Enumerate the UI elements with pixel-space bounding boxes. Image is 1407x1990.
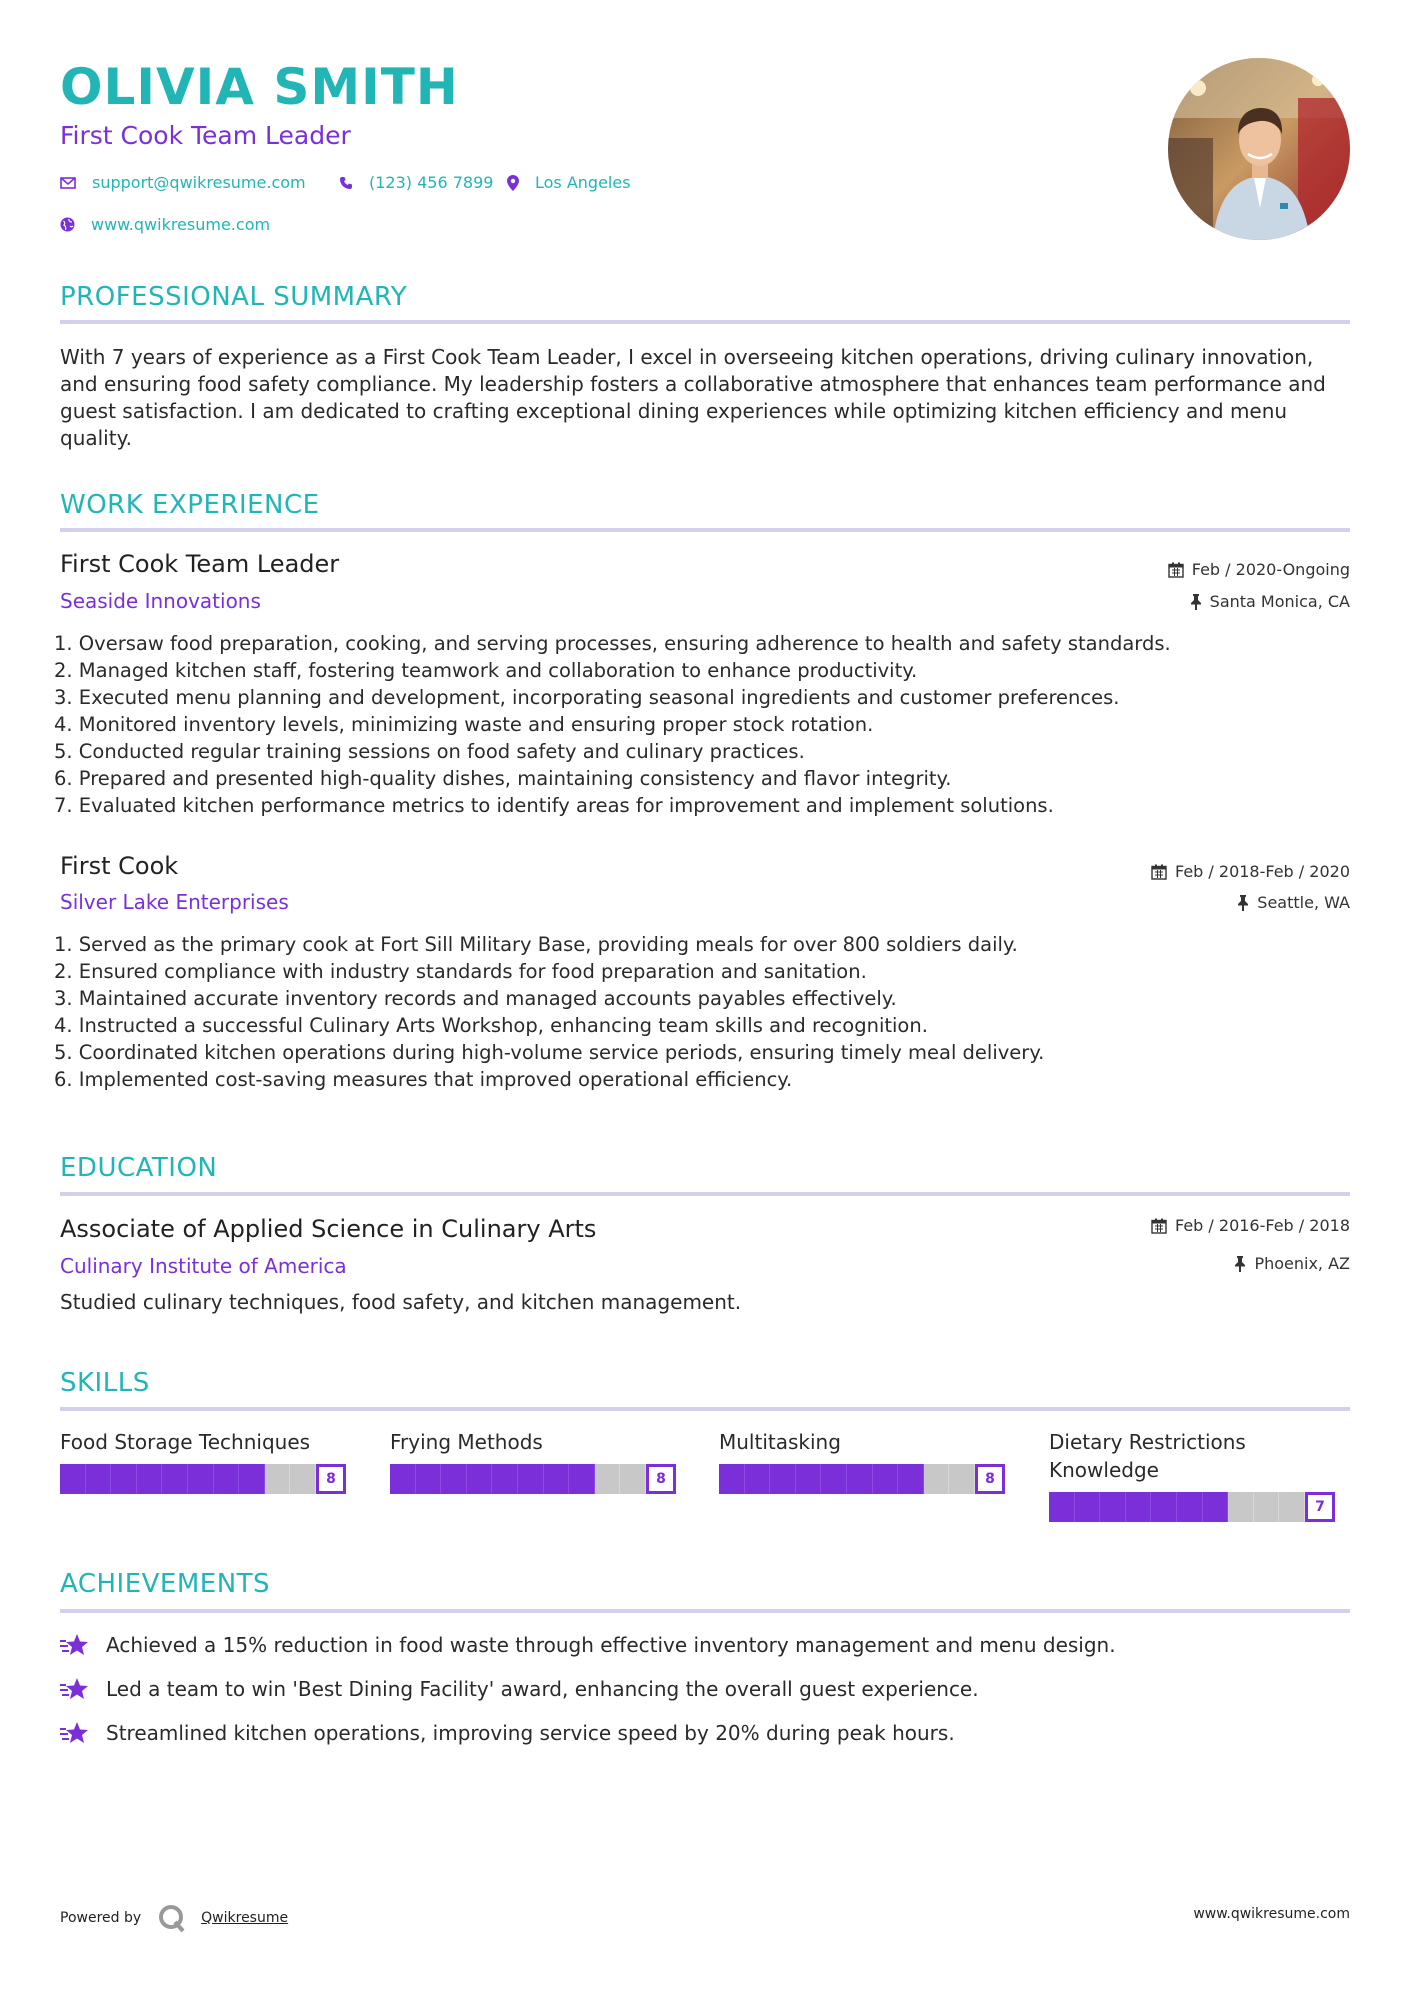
list-item: 3. Executed menu planning and development, incorporating seasonal ingredients and customer preferences.	[54, 686, 1120, 709]
job-location	[1190, 592, 1350, 611]
achievement-item	[60, 1676, 979, 1702]
skill-segment-filled	[569, 1464, 595, 1494]
skill-segment-filled	[1075, 1492, 1101, 1522]
pushpin-icon	[1234, 1256, 1246, 1272]
skill-item	[1049, 1428, 1335, 1522]
list-item: 6. Implemented cost-saving measures that improved operational efficiency.	[54, 1068, 793, 1091]
skill-segment-empty	[290, 1464, 316, 1494]
achievement-text: Led a team to win 'Best Dining Facility' award, enhancing the overall guest experience.	[106, 1677, 979, 1701]
calendar-icon	[1151, 1218, 1167, 1234]
achievements-heading: ACHIEVEMENTS	[60, 1569, 271, 1599]
education-school: Culinary Institute of America	[60, 1254, 347, 1278]
phone-icon	[339, 176, 353, 190]
education-location-text: Phoenix, AZ	[1254, 1254, 1350, 1273]
list-item: 6. Prepared and presented high-quality dishes, maintaining consistency and flavor integrity.	[54, 767, 952, 790]
list-item: 2. Ensured compliance with industry standards for food preparation and sanitation.	[54, 960, 867, 983]
calendar-icon	[1151, 864, 1167, 880]
achievement-text: Streamlined kitchen operations, improving service speed by 20% during peak hours.	[106, 1721, 955, 1745]
job-location-text: Seattle, WA	[1257, 893, 1350, 912]
section-divider	[60, 320, 1350, 324]
skill-segment-filled	[821, 1464, 847, 1494]
skill-segment-filled	[492, 1464, 518, 1494]
skills-heading: SKILLS	[60, 1368, 150, 1398]
list-item: 3. Maintained accurate inventory records and managed accounts payables effectively.	[54, 987, 897, 1010]
skill-name: Dietary Restrictions Knowledge	[1049, 1430, 1246, 1482]
summary-text: With 7 years of experience as a First Cook Team Leader, I excel in overseeing kitchen operations, driving culinary innovation, and ensuring food safety compliance. My leadership fosters a collaborative atmosphere that enhances team performance and guest satisfaction. I am dedicated to crafting exceptional dining experiences while optimizing kitchen efficiency and menu quality.	[60, 345, 1326, 450]
powered-by-label: Powered by	[60, 1910, 142, 1926]
education-description: Studied culinary techniques, food safety, and kitchen management.	[60, 1290, 742, 1314]
skill-segment-filled	[1151, 1492, 1177, 1522]
contact-location	[507, 173, 631, 192]
skill-track	[390, 1464, 646, 1494]
skill-segment-filled	[1126, 1492, 1152, 1522]
skill-segment-filled	[188, 1464, 214, 1494]
list-item: 2. Managed kitchen staff, fostering teamwork and collaboration to enhance productivity.	[54, 659, 918, 682]
profile-photo	[1168, 58, 1350, 240]
skill-item	[60, 1428, 360, 1494]
job-title: First Cook	[60, 852, 179, 880]
list-item: 1. Oversaw food preparation, cooking, and serving processes, ensuring adherence to health and safety standards.	[54, 632, 1171, 655]
job-location	[1237, 893, 1350, 912]
education-dates-text: Feb / 2016-Feb / 2018	[1175, 1216, 1350, 1235]
email-text: support@qwikresume.com	[92, 173, 306, 192]
pushpin-icon	[1190, 594, 1202, 610]
skill-segment-empty	[620, 1464, 646, 1494]
contact-email[interactable]	[60, 173, 306, 192]
skill-segment-filled	[416, 1464, 442, 1494]
skill-track	[1049, 1492, 1305, 1522]
summary-heading: PROFESSIONAL SUMMARY	[60, 282, 408, 312]
candidate-name: OLIVIA SMITH	[60, 58, 459, 116]
skill-segment-filled	[745, 1464, 771, 1494]
section-divider	[60, 1192, 1350, 1196]
job-bullets	[54, 931, 1354, 1093]
qwikresume-logo-icon	[157, 1903, 187, 1933]
education-heading: EDUCATION	[60, 1153, 218, 1183]
skill-segment-filled	[162, 1464, 188, 1494]
job-dates	[1151, 862, 1350, 881]
skill-segment-filled	[137, 1464, 163, 1494]
section-divider	[60, 1609, 1350, 1613]
skill-segment-filled	[518, 1464, 544, 1494]
skill-segment-filled	[390, 1464, 416, 1494]
skill-segment-filled	[770, 1464, 796, 1494]
footer-powered-by	[60, 1903, 288, 1933]
skill-segment-filled	[1177, 1492, 1203, 1522]
job-company: Seaside Innovations	[60, 589, 261, 613]
skill-name: Multitasking	[719, 1430, 841, 1454]
skill-segment-filled	[719, 1464, 745, 1494]
shooting-star-icon	[60, 1632, 90, 1658]
shooting-star-icon	[60, 1720, 90, 1746]
skill-item	[390, 1428, 690, 1494]
skill-segment-filled	[239, 1464, 265, 1494]
contact-website[interactable]	[60, 215, 270, 234]
job-bullets	[54, 630, 1354, 819]
skill-segment-empty	[949, 1464, 975, 1494]
globe-icon	[60, 217, 75, 232]
skill-score: 8	[975, 1464, 1005, 1494]
skill-score: 7	[1305, 1492, 1335, 1522]
skill-segment-filled	[1049, 1492, 1075, 1522]
skill-segment-filled	[441, 1464, 467, 1494]
skill-segment-empty	[1228, 1492, 1254, 1522]
achievement-item	[60, 1632, 1116, 1658]
skill-segment-filled	[796, 1464, 822, 1494]
experience-heading: WORK EXPERIENCE	[60, 490, 320, 520]
skill-bar	[60, 1464, 360, 1494]
skill-segment-empty	[265, 1464, 291, 1494]
skill-name: Food Storage Techniques	[60, 1430, 311, 1454]
pushpin-icon	[1237, 895, 1249, 911]
skill-score: 8	[646, 1464, 676, 1494]
list-item: 4. Monitored inventory levels, minimizing waste and ensuring proper stock rotation.	[54, 713, 874, 736]
skill-segment-filled	[898, 1464, 924, 1494]
job-dates-text: Feb / 2018-Feb / 2020	[1175, 862, 1350, 881]
skill-segment-filled	[1100, 1492, 1126, 1522]
skill-segment-empty	[595, 1464, 621, 1494]
list-item: 7. Evaluated kitchen performance metrics to identify areas for improvement and implement solutions.	[54, 794, 1054, 817]
website-text: www.qwikresume.com	[91, 215, 271, 234]
achievement-item	[60, 1720, 955, 1746]
phone-text: (123) 456 7899	[369, 173, 494, 192]
skill-segment-empty	[1279, 1492, 1305, 1522]
job-company: Silver Lake Enterprises	[60, 890, 289, 914]
skill-bar	[390, 1464, 690, 1494]
skill-bar	[719, 1464, 1019, 1494]
skill-track	[719, 1464, 975, 1494]
skill-segment-empty	[924, 1464, 950, 1494]
list-item: 5. Coordinated kitchen operations during high-volume service periods, ensuring timely meal delivery.	[54, 1041, 1045, 1064]
education-dates	[1151, 1216, 1350, 1235]
skill-segment-filled	[86, 1464, 112, 1494]
skill-item	[719, 1428, 1019, 1494]
section-divider	[60, 528, 1350, 532]
job-dates	[1168, 560, 1350, 579]
job-location-text: Santa Monica, CA	[1209, 592, 1350, 611]
skill-segment-filled	[544, 1464, 570, 1494]
skill-track	[60, 1464, 316, 1494]
skill-segment-filled	[1203, 1492, 1229, 1522]
envelope-icon	[60, 177, 76, 189]
location-text: Los Angeles	[535, 173, 631, 192]
skill-bar	[1049, 1492, 1335, 1522]
candidate-title: First Cook Team Leader	[60, 121, 351, 150]
calendar-icon	[1168, 562, 1184, 578]
education-location	[1234, 1254, 1350, 1273]
skill-segment-filled	[467, 1464, 493, 1494]
footer-website[interactable]: www.qwikresume.com	[1193, 1906, 1350, 1922]
qwikresume-link[interactable]: Qwikresume	[201, 1910, 289, 1926]
skill-segment-filled	[60, 1464, 86, 1494]
skill-segment-empty	[1254, 1492, 1280, 1522]
education-degree: Associate of Applied Science in Culinary Arts	[60, 1215, 597, 1243]
job-dates-text: Feb / 2020-Ongoing	[1191, 560, 1350, 579]
list-item: 5. Conducted regular training sessions on food safety and culinary practices.	[54, 740, 805, 763]
list-item: 4. Instructed a successful Culinary Arts Workshop, enhancing team skills and recognition.	[54, 1014, 928, 1037]
achievement-text: Achieved a 15% reduction in food waste through effective inventory management and menu design.	[106, 1633, 1116, 1657]
map-pin-icon	[507, 175, 519, 191]
skill-segment-filled	[873, 1464, 899, 1494]
skill-segment-filled	[111, 1464, 137, 1494]
skill-segment-filled	[214, 1464, 240, 1494]
list-item: 1. Served as the primary cook at Fort Sill Military Base, providing meals for over 800 soldiers daily.	[54, 933, 1018, 956]
contact-phone[interactable]	[339, 173, 493, 192]
skill-segment-filled	[847, 1464, 873, 1494]
shooting-star-icon	[60, 1676, 90, 1702]
skill-name: Frying Methods	[390, 1430, 543, 1454]
section-divider	[60, 1407, 1350, 1411]
job-title: First Cook Team Leader	[60, 550, 340, 578]
skill-score: 8	[316, 1464, 346, 1494]
